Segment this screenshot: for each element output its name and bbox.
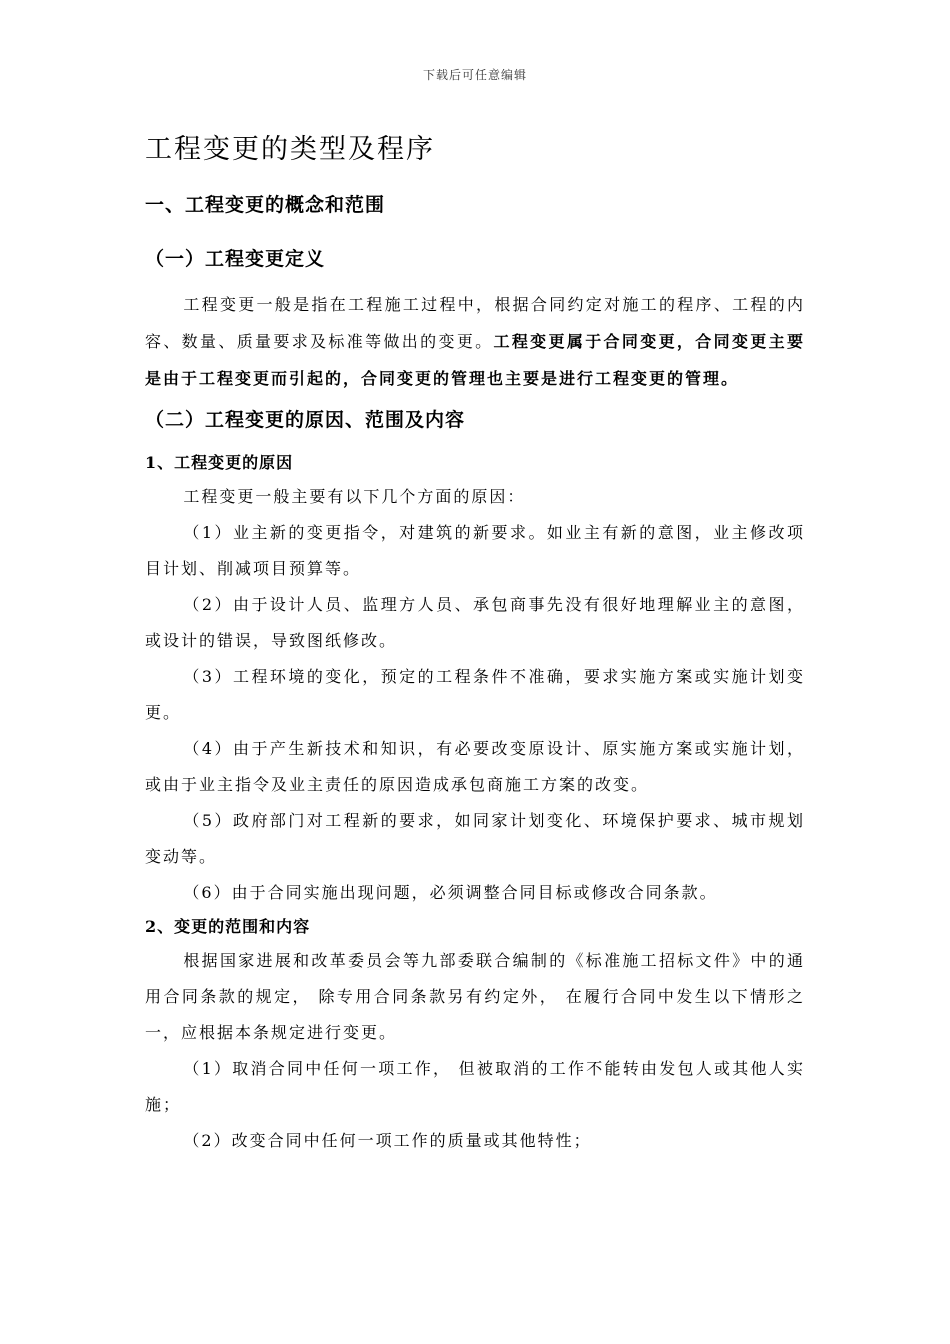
scope-item: （1）取消合同中任何一项工作， 但被取消的工作不能转由发包人或其他人实施； (145, 1059, 805, 1114)
section-heading-1: 一、工程变更的概念和范围 (145, 194, 386, 216)
subsection-heading-causes-scope: （二）工程变更的原因、范围及内容 (145, 409, 466, 431)
document-body (145, 128, 805, 1159)
cause-item: （2）由于设计人员、监理方人员、承包商事先没有很好地理解业主的意图，或设计的错误，导致图纸修改。 (145, 595, 805, 650)
definition-paragraph (145, 286, 805, 397)
document-title: 工程变更的类型及程序 (145, 134, 435, 165)
causes-intro: 工程变更一般主要有以下几个方面的原因： (183, 487, 526, 506)
cause-item: （4）由于产生新技术和知识，有必要改变原设计、原实施方案或实施计划，或由于业主指令及业主责任的原因造成承包商施工方案的改变。 (145, 739, 805, 794)
cause-item: （1）业主新的变更指令，对建筑的新要求。如业主有新的意图，业主修改项目计划、削减项目预算等。 (145, 523, 805, 578)
scope-item: （2）改变合同中任何一项工作的质量或其他特性； (183, 1131, 592, 1150)
cause-item: （5）政府部门对工程新的要求，如同家计划变化、环境保护要求、城市规划变动等。 (145, 811, 805, 866)
definition-text: 工程变更一般是指在工程施工过程中，根据合同约定对施工的程序、工程的内容、数量、质量要求及标准等做出的变更。 (145, 295, 805, 351)
cause-item: （6）由于合同实施出现问题，必须调整合同目标或修改合同条款。 (183, 883, 718, 902)
page-header-note: 下载后可任意编辑 (422, 68, 527, 82)
scope-intro: 根据国家进展和改革委员会等九部委联合编制的《标准施工招标文件》中的通用合同条款的规定， 除专用合同条款另有约定外， 在履行合同中发生以下情形之一，应根据本条规定进行变更。 (145, 951, 805, 1042)
item-heading-scope: 2、变更的范围和内容 (145, 917, 311, 936)
definition-bold-text: 工程变更属于合同变更，合同变更主要是由于工程变更而引起的，合同变更的管理也主要是进行工程变更的管理。 (145, 332, 805, 388)
subsection-heading-definition: （一）工程变更定义 (145, 248, 326, 270)
item-heading-causes: 1、工程变更的原因 (145, 453, 294, 472)
cause-item: （3）工程环境的变化，预定的工程条件不准确，要求实施方案或实施计划变更。 (145, 667, 805, 722)
